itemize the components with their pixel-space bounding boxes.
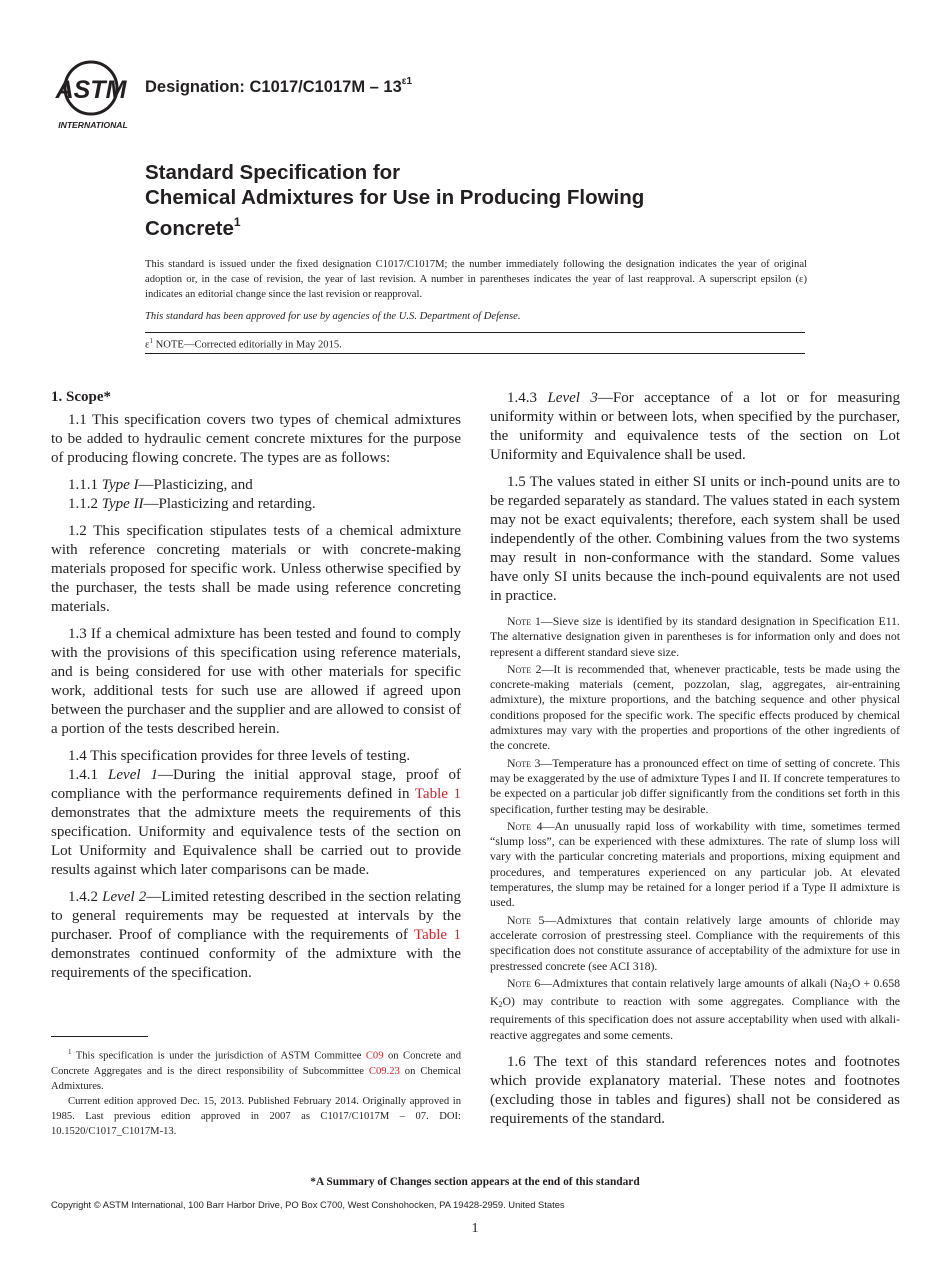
note-2-label: Note 2 [507, 661, 542, 676]
editorial-text: NOTE—Corrected editorially in May 2015. [152, 339, 342, 351]
note-4-label: Note 4 [507, 818, 543, 833]
note-6-text-c: O) may contribute to reaction with some aggregates. Compliance with the requirements of this specification does not assure acceptability when used with alkali-reactive aggregates and some cements. [490, 994, 900, 1042]
note-2-text: —It is recommended that, whenever practicable, tests be made using the concrete-making materials (cement, pozzolan, slag, aggregates, air-entraining admixture), the mixture proportions, and the batching sequence and other physical conditions proposed for the specific work. The specific effects produced by chemical admixtures may vary with the properties and proportions of the other ingredients of the concrete. [490, 661, 900, 753]
level-2-text-b: demonstrates continued conformity of the admixture with the requirements of the specification. [51, 946, 461, 981]
designation-text: Designation: C1017/C1017M – 13 [145, 78, 402, 96]
level-2-label: Level 2 [102, 889, 147, 905]
left-column [51, 389, 461, 991]
summary-of-changes-note: *A Summary of Changes section appears at the end of this standard [310, 1176, 640, 1188]
approval-statement: This standard has been approved for use by agencies of the U.S. Department of Defense. [145, 311, 521, 322]
note-5 [490, 913, 900, 974]
note-1-label: Note 1 [507, 614, 541, 628]
footnote-text-b: on Concrete and Concrete Aggregates and is the direct responsibility of Subcommittee [51, 1050, 461, 1077]
level-3-label: Level 3 [547, 390, 598, 406]
note-1-text: —Sieve size is identified by its standard designation in Specification E11. The alternative designation given in parentheses is for information only and does not represent a different standard sieve size. [490, 614, 901, 659]
paragraph-1-4-3 [490, 389, 900, 465]
paragraph-1-1-2 [51, 495, 461, 514]
paragraph-1-6: 1.6 The text of this standard references notes and footnotes which provide explanatory material. These notes and footnotes (excluding those in tables and figures) shall not be considered as requirements of the standard. [490, 1054, 900, 1128]
note-4-text: —An unusually rapid loss of workability with time, sometimes termed “slump loss”, can be experienced with these admixtures. The rate of slump loss will vary with the particular concreting materials and proportions, mixing equipment and procedures, and temperatures experienced on any particular job. At elevated temperatures, the slump may be retained for a longer period if a Type II admixture is used. [490, 818, 901, 910]
paragraph-1-1-1 [51, 476, 461, 495]
level-1-label: Level 1 [108, 767, 159, 783]
note-5-text: —Admixtures that contain relatively large amounts of chloride may accelerate corrosion of prestressing steel. Compliance with the requirements of this specification does not constitute assurance of acceptability of the admixture for use in prestressed concrete (see ACI 318). [490, 912, 900, 973]
note-6-label: Note 6 [507, 975, 541, 990]
paragraph-1-3: 1.3 If a chemical admixture has been tested and found to comply with the provisions of this specification using reference materials, and is being considered for use with other materials for specific work, additional tests for such use are allowed if agreed upon between the purchaser and the supplier and are allowed to consist of a portion of the tests described herein. [51, 626, 461, 737]
footnote [51, 1045, 461, 1139]
num-1-4-2: 1.4.2 [68, 889, 103, 905]
num-1-1-2: 1.1.2 [68, 496, 102, 512]
paragraph-1-2: 1.2 This specification stipulates tests of a chemical admixture with reference concreting materials or with concrete-making materials proposed for specific work. Unless otherwise specified by the purchaser, the tests shall be made using reference concreting materials. [51, 523, 461, 615]
footnote-edition: Current edition approved Dec. 15, 2013. Published February 2014. Originally approved in 1985. Last previous edition approved in 2007 as C1017/C1017M – 07. DOI: 10.1520/C1017_C1017M-13. [51, 1095, 461, 1137]
footnote-rule [51, 1036, 148, 1037]
issued-statement: This standard is issued under the fixed designation C1017/C1017M; the number immediately following the designation indicates the year of original adoption or, in the case of revision, the year of last revision. A number in parentheses indicates the year of last reapproval. A superscript epsilon (ε) indicates an editorial change since the last revision or reapproval. [145, 259, 807, 300]
copyright-line: Copyright © ASTM International, 100 Barr Harbor Drive, PO Box C700, West Conshohocken, PA 19428-2959. United States [51, 1199, 565, 1210]
designation [145, 76, 412, 97]
note-6-text-b: O + 0.658 K [490, 975, 901, 1009]
paragraph-1-4-2 [51, 888, 461, 983]
title-line-3: Concrete [145, 217, 234, 240]
note-4 [490, 819, 900, 911]
note-6-sub-2: 2 [498, 1000, 503, 1010]
note-3-label: Note 3 [507, 755, 541, 770]
astm-logo-icon [51, 58, 135, 132]
note-2 [490, 662, 900, 754]
editorial-note [145, 337, 342, 351]
section-heading-scope: 1. Scope* [51, 389, 111, 405]
table-1-link[interactable]: Table 1 [413, 927, 461, 943]
footnote-1 [51, 1045, 461, 1094]
divider-top [145, 332, 805, 333]
subcommittee-c09-23-link[interactable]: C09.23 [368, 1065, 400, 1077]
note-6-text-a: —Admixtures that contain relatively large amounts of alkali (Na [540, 975, 848, 990]
logo-subtitle: INTERNATIONAL [58, 120, 128, 130]
note-3 [490, 756, 900, 817]
right-column [490, 389, 900, 1137]
title-footnote-mark: 1 [233, 215, 241, 229]
editorial-sup: 1 [149, 337, 153, 345]
note-6 [490, 976, 900, 1043]
note-6-sub-1: 2 [847, 981, 852, 991]
num-1-4-3: 1.4.3 [507, 390, 548, 406]
table-1-link[interactable]: Table 1 [414, 786, 461, 802]
title-line-1: Standard Specification for [145, 161, 401, 184]
paragraph-1-5: 1.5 The values stated in either SI units or inch-pound units are to be regarded separately as standard. The values stated in each system may not be exact equivalents; therefore, each system shall be used independently of the other. Combining values from the two systems may result in non-conformance with the standard. Some values have only SI units because the inch-pound equivalents are not used in practice. [490, 474, 900, 604]
num-1-1-1: 1.1.1 [68, 477, 102, 493]
type-2-label: Type II [101, 496, 144, 512]
type-1-label: Type I [101, 477, 139, 493]
committee-c09-link[interactable]: C09 [365, 1050, 384, 1062]
page-title [145, 160, 865, 241]
type-1-text: —Plasticizing, and [138, 477, 253, 493]
footnote-mark: 1 [68, 1048, 72, 1056]
page-number: 1 [471, 1221, 479, 1236]
astm-logo [51, 58, 135, 132]
note-1 [490, 614, 900, 660]
level-1-text-b: demonstrates that the admixture meets the requirements of this specification. Uniformity and equivalence tests of the section on Lot Uniformity and Equivalence shall be carried out to provide results against which later comparisons can be made. [51, 805, 461, 878]
title-line-2: Chemical Admixtures for Use in Producing Flowing [145, 186, 645, 209]
type-2-text: —Plasticizing and retarding. [143, 496, 316, 512]
level-2-text-a: —Limited retesting described in the section relating to general requirements may be requested at intervals by the purchaser. Proof of compliance with the requirements of [51, 889, 461, 943]
divider-bottom [145, 353, 805, 354]
paragraph-1-4-1 [51, 766, 461, 880]
footnote-text-a: This specification is under the jurisdiction of ASTM Committee [71, 1050, 366, 1062]
level-1-text-a: —During the initial approval stage, proof of compliance with the performance requirements defined in [51, 767, 462, 802]
num-1-4-1: 1.4.1 [68, 767, 109, 783]
note-5-label: Note 5 [507, 912, 545, 927]
paragraph-1-4: 1.4 This specification provides for three levels of testing. [68, 748, 411, 764]
paragraph-1-1: 1.1 This specification covers two types of chemical admixtures to be added to hydraulic cement concrete mixtures for the purpose of producing flowing concrete. The types are as follows: [51, 412, 461, 466]
level-3-text: —For acceptance of a lot or for measuring uniformity within or between lots, when specified by the purchaser, the uniformity and equivalence tests of the section on Lot Uniformity and Equivalence shall be used. [490, 390, 900, 463]
note-3-text: —Temperature has a pronounced effect on time of setting of concrete. This may be exaggerated by the use of admixture Types I and II. If concrete temperatures to be expected on a particular job differ significantly from the conditions set forth in this specification, further testing may be desirable. [490, 755, 901, 816]
designation-epsilon: ε1 [401, 76, 413, 87]
logo-letters: ASTM [55, 76, 127, 104]
editorial-symbol: ε [145, 339, 150, 351]
footnote-text-c: on Chemical Admixtures. [51, 1065, 461, 1092]
